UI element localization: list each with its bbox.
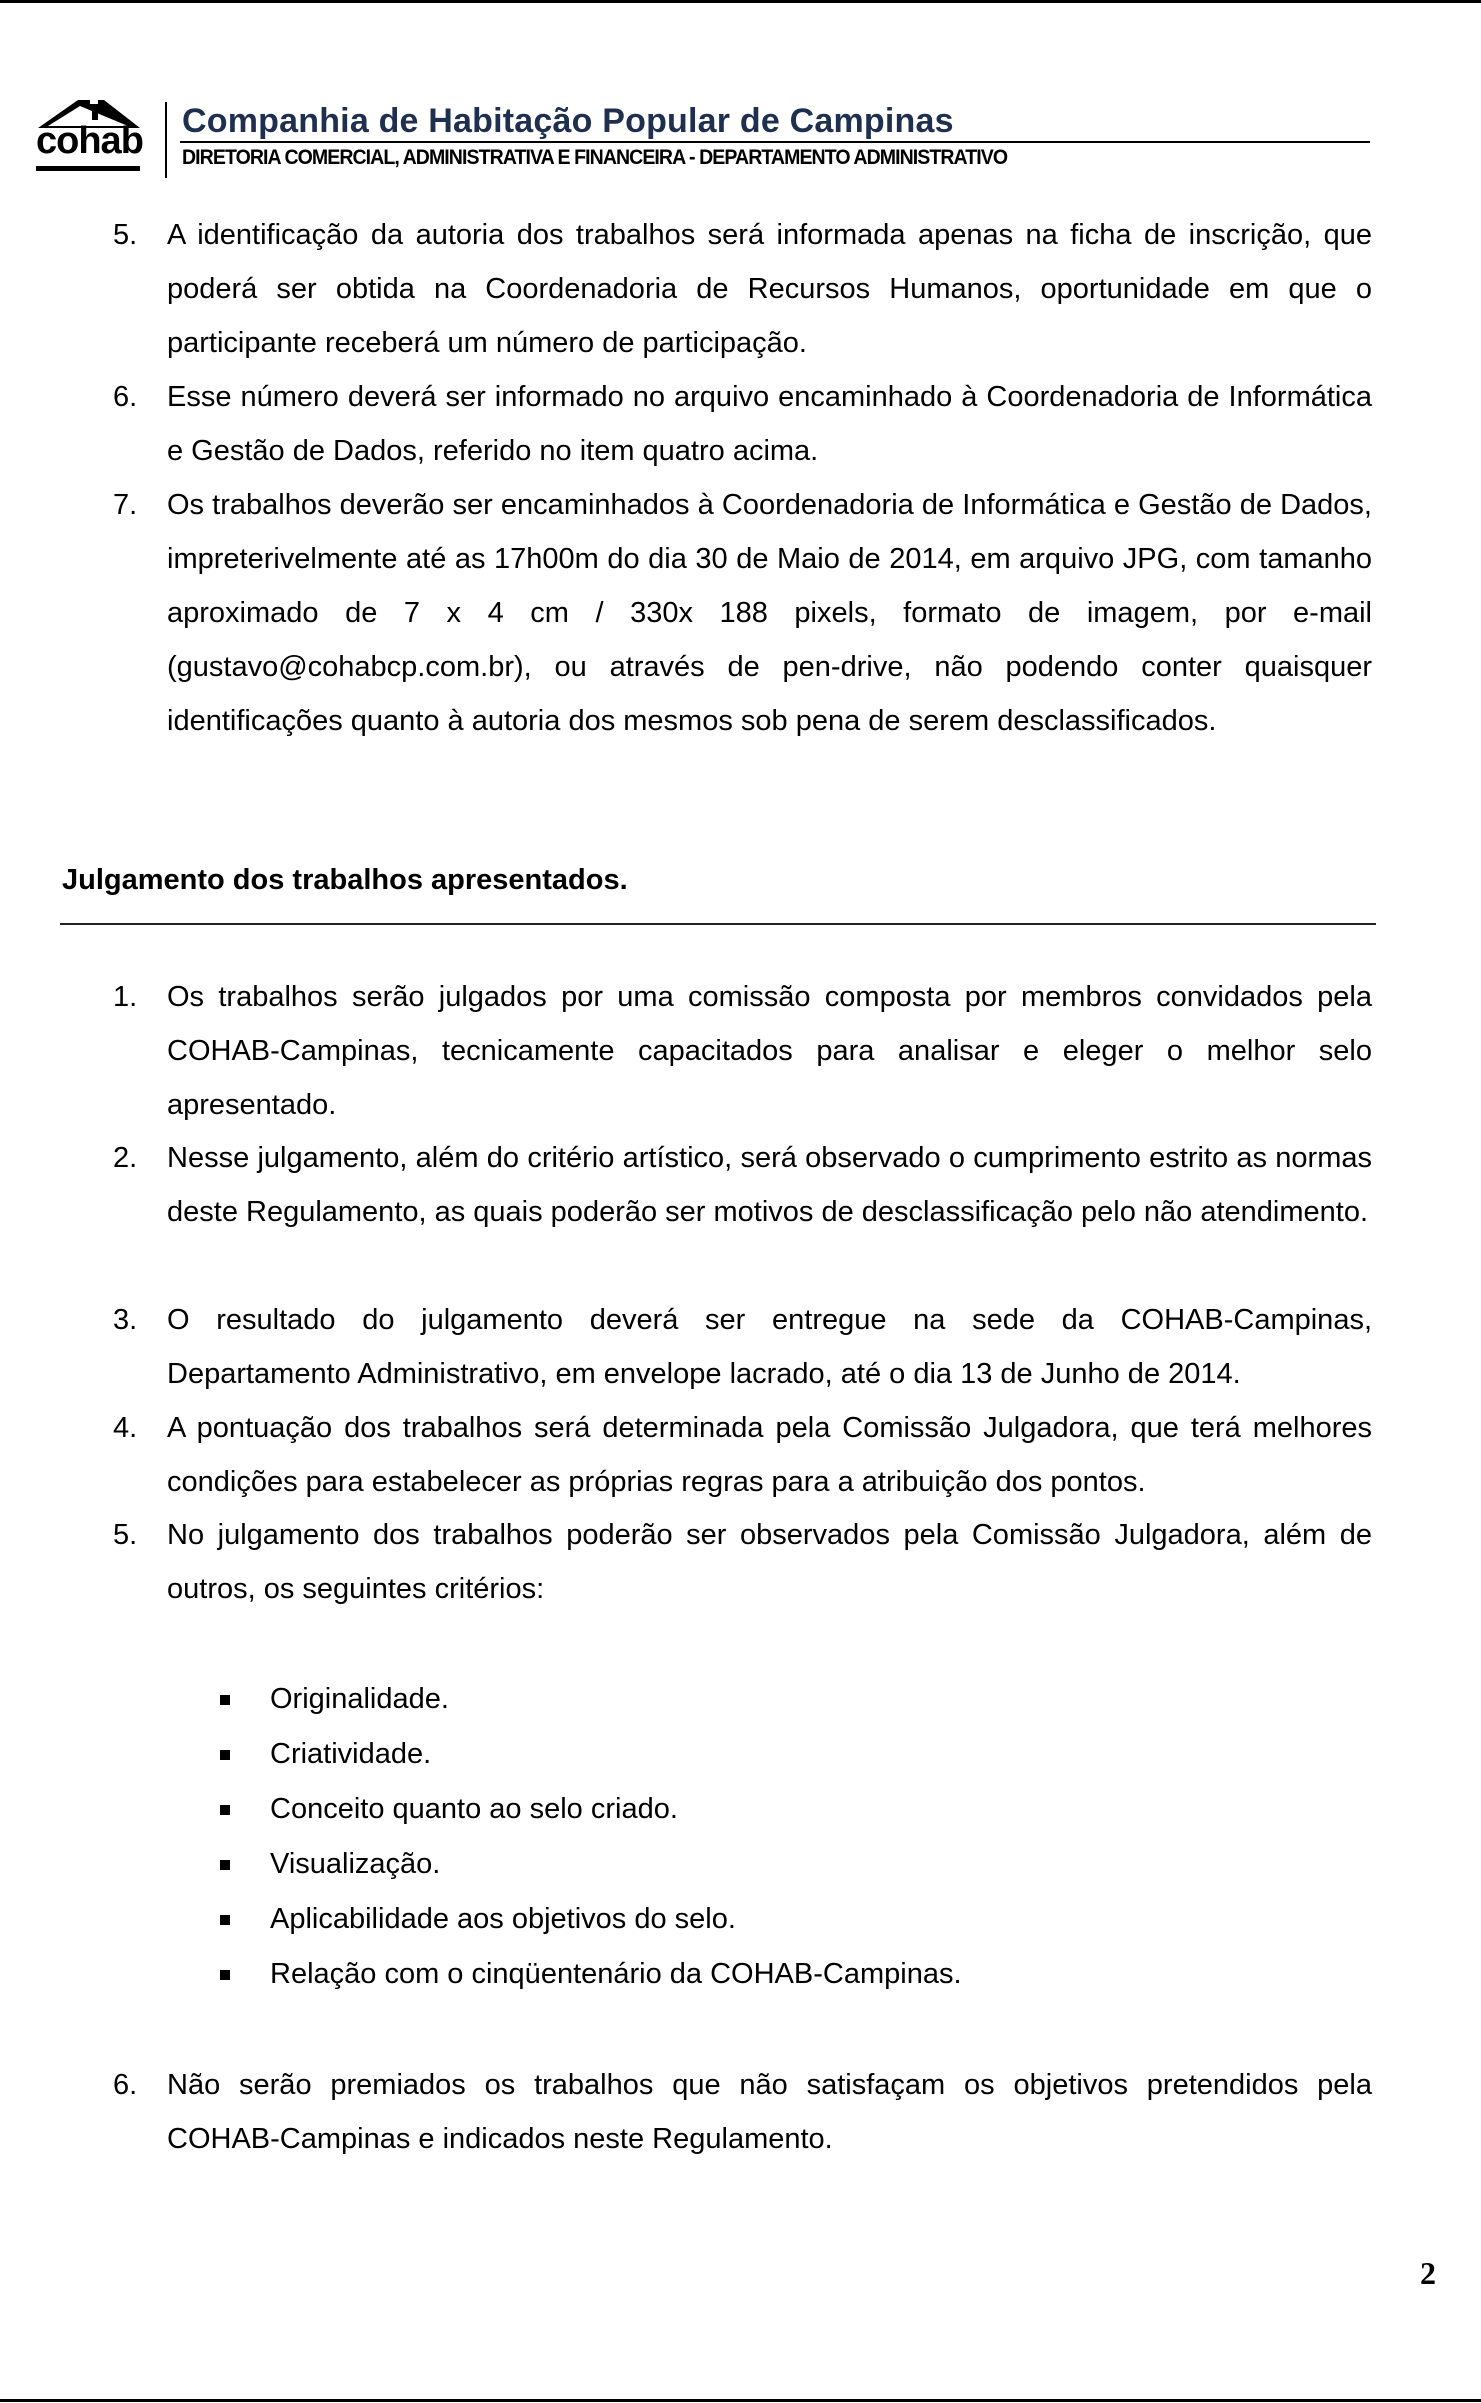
item-number: 1.: [113, 981, 138, 1013]
criteria-list: [218, 1672, 962, 2002]
item-text: A pontuação dos trabalhos será determinada pela Comissão Julgadora, que terá melhores condições para estabelecer as próprias regras para a atribuição dos pontos.: [167, 1412, 1372, 1498]
list-item: [113, 2058, 1372, 2166]
list-item: [113, 1401, 1372, 1509]
item-text: No julgamento dos trabalhos poderão ser observados pela Comissão Julgadora, além de outros, os seguintes critérios:: [167, 1519, 1372, 1605]
item-text: Esse número deverá ser informado no arquivo encaminhado à Coordenadoria de Informática e Gestão de Dados, referido no item quatro acima.: [167, 381, 1372, 467]
criteria-text: Criatividade.: [270, 1738, 432, 1770]
page-top-border: [0, 0, 1481, 3]
item-number: 7.: [113, 489, 138, 521]
item-text: O resultado do julgamento deverá ser entregue na sede da COHAB-Campinas, Departamento Administrativo, em envelope lacrado, até o dia 13 de Junho de 2014.: [167, 1304, 1372, 1390]
item-number: 2.: [113, 1142, 138, 1174]
criteria-text: Relação com o cinqüentenário da COHAB-Campinas.: [270, 1958, 962, 1990]
list-item: [113, 208, 1372, 370]
section-divider: [60, 923, 1376, 925]
square-bullet-icon: [220, 1970, 230, 1980]
criteria-item: [218, 1892, 962, 1947]
item-text: Os trabalhos deverão ser encaminhados à Coordenadoria de Informática e Gestão de Dados, impreterivelmente até as 17h00m do dia 30 de Maio de 2014, em arquivo JPG, com tamanho aproximado de 7 x 4 cm / 330x 188 pixels, formato de imagem, por e-mail (gustavo@cohabcp.com.br), ou através de pen-drive, não podendo conter quaisquer identificações quanto à autoria dos mesmos sob pena de serem desclassificados.: [167, 489, 1372, 737]
item-text: Nesse julgamento, além do critério artístico, será observado o cumprimento estrito as normas deste Regulamento, as quais poderão ser motivos de desclassificação pelo não atendimento.: [167, 1142, 1372, 1228]
item-number: 6.: [113, 381, 138, 413]
page-number: 2: [1420, 2255, 1436, 2291]
department-name: DIRETORIA COMERCIAL, ADMINISTRATIVA E FINANCEIRA - DEPARTAMENTO ADMINISTRATIVO: [182, 146, 1008, 169]
square-bullet-icon: [220, 1805, 230, 1815]
logo-wordmark: cohab: [36, 120, 143, 162]
criteria-item: [218, 1837, 962, 1892]
list-item: [113, 1508, 1372, 1616]
criteria-item: [218, 1672, 962, 1727]
company-name: Companhia de Habitação Popular de Campinas: [182, 102, 954, 140]
criteria-text: Aplicabilidade aos objetivos do selo.: [270, 1903, 736, 1935]
item-number: 3.: [113, 1304, 138, 1336]
item-number: 4.: [113, 1412, 138, 1444]
criteria-text: Conceito quanto ao selo criado.: [270, 1793, 678, 1825]
item-number: 5.: [113, 1519, 138, 1551]
list-item: [113, 1293, 1372, 1401]
criteria-text: Originalidade.: [270, 1683, 449, 1715]
page-bottom-border: [0, 2399, 1481, 2402]
square-bullet-icon: [220, 1860, 230, 1870]
section-heading: Julgamento dos trabalhos apresentados.: [62, 864, 628, 896]
criteria-item: [218, 1947, 962, 2002]
list-item: [113, 1131, 1372, 1239]
header-divider-vertical: [165, 102, 167, 178]
item-text: Os trabalhos serão julgados por uma comissão composta por membros convidados pela COHAB-Campinas, tecnicamente capacitados para analisar e eleger o melhor selo apresentado.: [167, 981, 1372, 1121]
list-item: [113, 478, 1372, 748]
item-number: 6.: [113, 2069, 138, 2101]
letterhead: [32, 96, 1372, 186]
item-number: 5.: [113, 219, 138, 251]
cohab-logo: [32, 96, 144, 176]
criteria-item: [218, 1727, 962, 1782]
square-bullet-icon: [220, 1750, 230, 1760]
header-divider-horizontal: [180, 141, 1370, 143]
item-text: Não serão premiados os trabalhos que não satisfaçam os objetivos pretendidos pela COHAB-Campinas e indicados neste Regulamento.: [167, 2069, 1372, 2155]
square-bullet-icon: [220, 1695, 230, 1705]
list-item: [113, 970, 1372, 1132]
criteria-text: Visualização.: [270, 1848, 441, 1880]
list-item: [113, 370, 1372, 478]
square-bullet-icon: [220, 1915, 230, 1925]
criteria-item: [218, 1782, 962, 1837]
item-text: A identificação da autoria dos trabalhos será informada apenas na ficha de inscrição, que poderá ser obtida na Coordenadoria de Recursos Humanos, oportunidade em que o participante receberá um número de participação.: [167, 219, 1372, 359]
